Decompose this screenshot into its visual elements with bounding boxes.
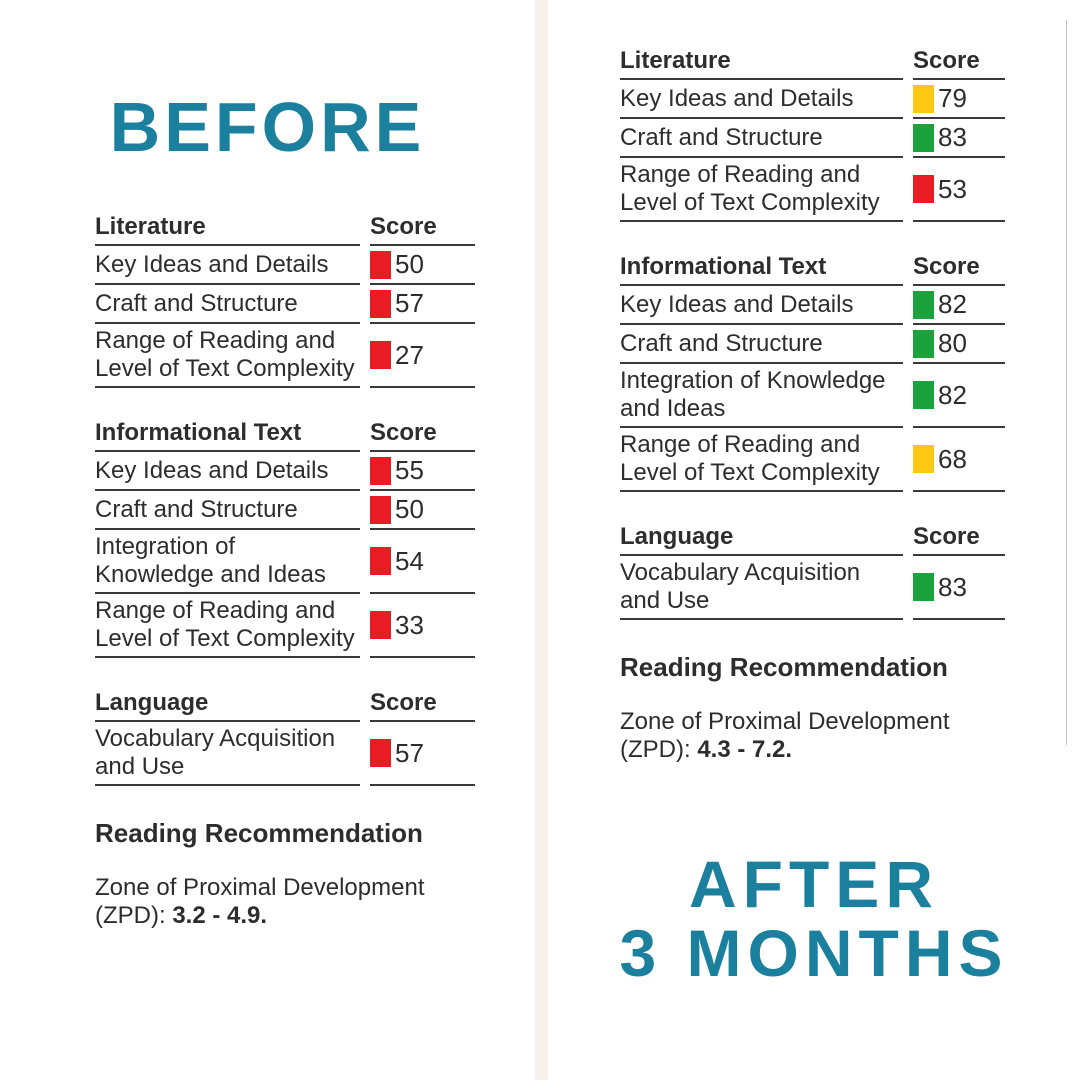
score-table-language <box>95 686 475 786</box>
score-cell <box>913 80 1005 119</box>
skill-label: Craft and Structure <box>620 325 903 364</box>
score-header: Score <box>913 250 1005 286</box>
table-header-row <box>95 686 475 722</box>
before-title: BEFORE <box>109 88 426 166</box>
table-row <box>620 364 1005 428</box>
score-cell <box>913 325 1005 364</box>
before-panel <box>0 0 535 1080</box>
score-value: 79 <box>938 83 967 113</box>
table-header-row <box>620 44 1005 80</box>
yellow-score-chip-icon <box>913 85 934 113</box>
skill-label: Range of Reading and Level of Text Complexity <box>620 428 903 492</box>
reading-recommendation-heading: Reading Recommendation <box>95 818 423 848</box>
score-cell <box>370 722 475 786</box>
score-value: 50 <box>395 494 424 524</box>
domain-header: Informational Text <box>95 416 360 452</box>
table-row <box>620 286 1005 325</box>
zpd-range-value: 3.2 - 4.9. <box>172 902 268 929</box>
zpd-line1: Zone of Proximal Development <box>95 874 425 901</box>
after-title-line2: 3 MONTHS <box>619 915 1009 990</box>
score-value: 57 <box>395 737 424 768</box>
score-value: 83 <box>938 122 967 152</box>
green-score-chip-icon <box>913 124 934 152</box>
score-cell <box>370 491 475 530</box>
skill-label: Craft and Structure <box>95 285 360 324</box>
score-cell <box>913 119 1005 158</box>
domain-header: Informational Text <box>620 250 903 286</box>
report-page-edge-line <box>1066 20 1067 745</box>
table-row <box>95 722 475 786</box>
zpd-line1: Zone of Proximal Development <box>620 708 950 735</box>
score-header: Score <box>370 686 475 722</box>
table-row <box>620 80 1005 119</box>
score-value: 55 <box>395 455 424 485</box>
score-table-informational-text <box>95 416 475 658</box>
score-table-language <box>620 520 1005 620</box>
table-row <box>95 324 475 388</box>
score-cell <box>913 556 1005 620</box>
score-cell <box>913 364 1005 428</box>
table-row <box>620 158 1005 222</box>
domain-header: Literature <box>620 44 903 80</box>
score-cell <box>370 530 475 594</box>
reading-recommendation-heading: Reading Recommendation <box>620 652 948 682</box>
score-table-literature <box>95 210 475 388</box>
score-value: 50 <box>395 249 424 279</box>
table-header-row <box>620 250 1005 286</box>
score-header: Score <box>370 416 475 452</box>
skill-label: Vocabulary Acquisition and Use <box>95 722 360 786</box>
table-header-row <box>95 210 475 246</box>
score-value: 54 <box>395 545 424 576</box>
score-cell <box>913 158 1005 222</box>
table-row <box>95 285 475 324</box>
red-score-chip-icon <box>913 175 934 203</box>
green-score-chip-icon <box>913 573 934 601</box>
green-score-chip-icon <box>913 291 934 319</box>
after-title-line1: AFTER <box>689 847 939 921</box>
score-value: 33 <box>395 609 424 640</box>
table-row <box>620 119 1005 158</box>
table-header-row <box>620 520 1005 556</box>
red-score-chip-icon <box>370 457 391 485</box>
score-header: Score <box>913 520 1005 556</box>
score-header: Score <box>913 44 1005 80</box>
score-value: 53 <box>938 173 967 204</box>
red-score-chip-icon <box>370 290 391 318</box>
table-row <box>95 530 475 594</box>
zpd-text <box>620 708 1005 764</box>
red-score-chip-icon <box>370 496 391 524</box>
red-score-chip-icon <box>370 611 391 639</box>
red-score-chip-icon <box>370 341 391 369</box>
skill-label: Range of Reading and Level of Text Complexity <box>95 594 360 658</box>
red-score-chip-icon <box>370 251 391 279</box>
score-cell <box>370 285 475 324</box>
score-table-literature <box>620 44 1005 222</box>
domain-header: Literature <box>95 210 360 246</box>
yellow-score-chip-icon <box>913 445 934 473</box>
score-value: 57 <box>395 288 424 318</box>
zpd-prefix: (ZPD): <box>95 902 173 929</box>
skill-label: Range of Reading and Level of Text Complexity <box>95 324 360 388</box>
table-row <box>620 556 1005 620</box>
skill-label: Craft and Structure <box>620 119 903 158</box>
domain-header: Language <box>620 520 903 556</box>
zpd-prefix: (ZPD): <box>620 736 698 763</box>
table-header-row <box>95 416 475 452</box>
domain-header: Language <box>95 686 360 722</box>
skill-label: Key Ideas and Details <box>95 246 360 285</box>
table-row <box>95 452 475 491</box>
table-row <box>95 491 475 530</box>
skill-label: Craft and Structure <box>95 491 360 530</box>
score-value: 82 <box>938 379 967 410</box>
score-value: 80 <box>938 328 967 358</box>
after-title <box>548 847 1080 990</box>
score-cell <box>913 428 1005 492</box>
red-score-chip-icon <box>370 739 391 767</box>
score-table-informational-text <box>620 250 1005 492</box>
table-row <box>620 428 1005 492</box>
skill-label: Key Ideas and Details <box>95 452 360 491</box>
after-score-tables <box>620 44 1005 620</box>
score-value: 27 <box>395 339 424 370</box>
after-panel <box>548 0 1080 1080</box>
zpd-text <box>95 874 475 930</box>
score-header: Score <box>370 210 475 246</box>
score-value: 83 <box>938 571 967 602</box>
table-row <box>620 325 1005 364</box>
green-score-chip-icon <box>913 381 934 409</box>
green-score-chip-icon <box>913 330 934 358</box>
skill-label: Vocabulary Acquisition and Use <box>620 556 903 620</box>
red-score-chip-icon <box>370 547 391 575</box>
table-row <box>95 594 475 658</box>
skill-label: Integration of Knowledge and Ideas <box>95 530 360 594</box>
score-value: 68 <box>938 443 967 474</box>
score-cell <box>370 594 475 658</box>
score-cell <box>913 286 1005 325</box>
score-cell <box>370 246 475 285</box>
before-score-tables <box>95 210 475 786</box>
skill-label: Integration of Knowledge and Ideas <box>620 364 903 428</box>
zpd-range-value: 4.3 - 7.2. <box>697 736 793 763</box>
score-value: 82 <box>938 289 967 319</box>
score-cell <box>370 452 475 491</box>
score-cell <box>370 324 475 388</box>
skill-label: Range of Reading and Level of Text Complexity <box>620 158 903 222</box>
table-row <box>95 246 475 285</box>
skill-label: Key Ideas and Details <box>620 80 903 119</box>
skill-label: Key Ideas and Details <box>620 286 903 325</box>
